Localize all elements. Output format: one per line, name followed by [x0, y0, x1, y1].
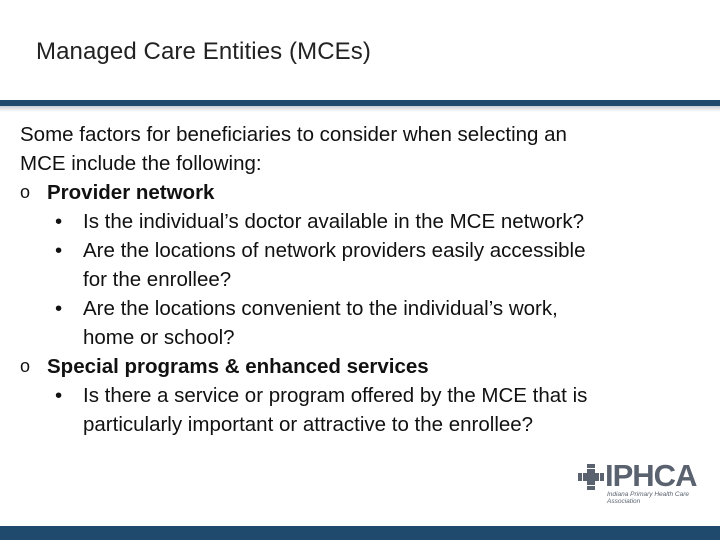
bullet-dot: •	[55, 239, 63, 262]
footer-bar	[0, 526, 720, 540]
logo-cross-icon	[578, 464, 604, 490]
logo-wordmark: IPHCA	[605, 458, 697, 493]
bullet-text: Are the locations of network providers easily accessible	[83, 239, 586, 262]
slide-body	[20, 120, 700, 439]
bullet-text: Are the locations convenient to the individual’s work,	[83, 297, 558, 320]
bullet-item	[20, 236, 700, 265]
bullet-text-continued: particularly important or attractive to the enrollee?	[83, 413, 534, 436]
bullet-text: Is there a service or program offered by the MCE that is	[83, 384, 588, 407]
bullet-text-continued: for the enrollee?	[83, 268, 232, 291]
bullet-item	[20, 207, 700, 236]
slide-title: Managed Care Entities (MCEs)	[36, 38, 371, 65]
bullet-dot: •	[55, 210, 63, 233]
section-heading: Provider network	[47, 181, 215, 204]
bullet-item	[20, 381, 700, 410]
iphca-logo	[578, 460, 698, 506]
section-marker: o	[20, 182, 31, 202]
section-provider-network	[20, 178, 700, 207]
title-divider-shadow	[0, 106, 720, 112]
bullet-dot: •	[55, 297, 63, 320]
section-special-programs	[20, 352, 700, 381]
bullet-dot: •	[55, 384, 63, 407]
intro-line-2: MCE include the following:	[20, 152, 262, 175]
logo-subtitle: Indiana Primary Health Care Association	[607, 491, 690, 505]
bullet-text: Is the individual’s doctor available in the MCE network?	[83, 210, 584, 233]
section-marker: o	[20, 356, 31, 376]
intro-line-1: Some factors for beneficiaries to consider when selecting an	[20, 123, 567, 146]
bullet-item	[20, 294, 700, 323]
bullet-text-continued: home or school?	[83, 326, 235, 349]
section-heading: Special programs & enhanced services	[47, 355, 429, 378]
